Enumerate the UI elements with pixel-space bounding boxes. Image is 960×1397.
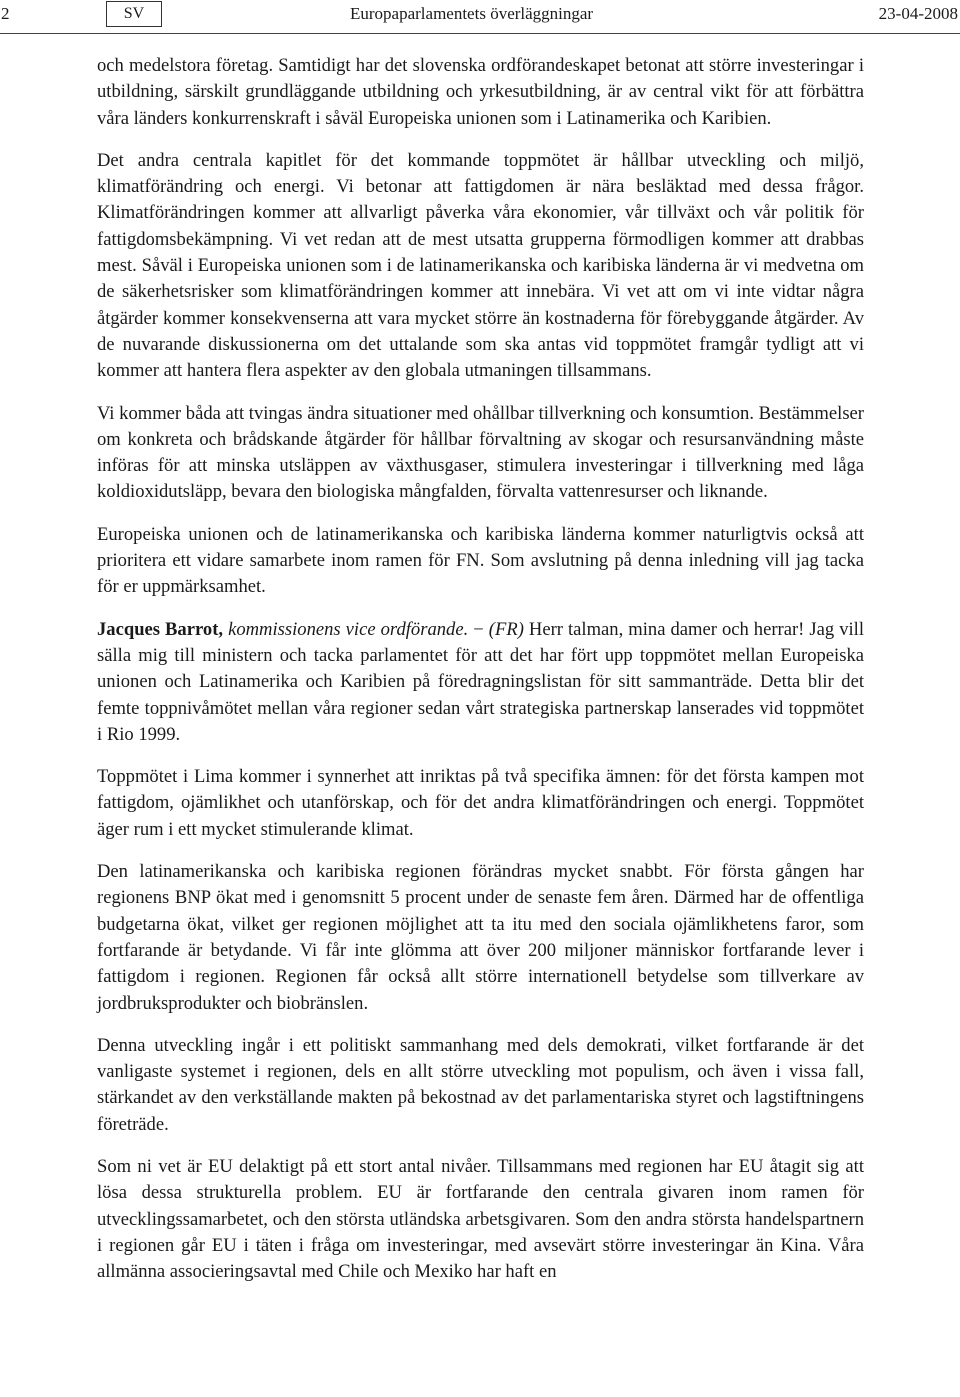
speech-language: (FR) <box>488 618 524 640</box>
paragraph: Europeiska unionen och de latinamerikanska och karibiska länderna kommer naturligtvis också att prioritera ett vidare samarbete inom ramen för FN. Som avslutning på denna inledning vill jag tacka för er uppmärksamhet. <box>97 523 864 598</box>
paragraph: och medelstora företag. Samtidigt har det slovenska ordförandeskapet betonat att större investeringar i utbildning, särskilt grundläggande utbildning och yrkesutbildning, är av central vikt för att förbättra våra länders konkurrenskraft i såväl Europeiska unionen som i Latinamerika och Karibien. <box>97 55 864 129</box>
page-number: 2 <box>1 4 10 23</box>
paragraph: Den latinamerikanska och karibiska regionen förändras mycket snabbt. För första gången har regionens BNP ökat med i genomsnitt 5 procent under de senaste fem åren. Därmed har de offentliga budgetarna ökat, vilket ger regionen möjlighet att ta itu med den sociala ojämlikhetens faror, som fortfarande är betydande. Vi får inte glömma att över 200 miljoner människor fortfarande lever i fattigdom i regionen. Regionen får också allt större internationell betydelse som tillverkare av jordbruksprodukter och biobränslen. <box>97 861 864 1014</box>
paragraph: Denna utveckling ingår i ett politiskt sammanhang med dels demokrati, vilket fortfarande är det vanligaste systemet i regionen, dels en allt större utveckling mot populism, och även i vissa fall, stärkandet av den verkställande makten på bekostnad av det parlamentariska styret och lagstiftningens företräde. <box>97 1034 864 1135</box>
document-body <box>97 53 864 1301</box>
speech-separator: − <box>468 618 489 640</box>
publication-title: Europaparlamentets överläggningar <box>350 4 594 23</box>
paragraph: Som ni vet är EU delaktigt på ett stort antal nivåer. Tillsammans med regionen har EU åtagit sig att lösa dessa strukturella problem. EU är fortfarande den centrala givaren inom ramen för utvecklingssamarbetet, och den största utländska arbetsgivaren. Som den andra största handelspartnern i regionen går EU i täten i fråga om investeringar, med avsevärt större investeringar än Kina. Våra allmänna associeringsavtal med Chile och Mexiko har haft en <box>97 1155 864 1283</box>
speech-text: Herr talman, mina damer och herrar! Jag vill sälla mig till ministern och tacka parlamentet för att det har fört upp toppmötet mellan Europeiska unionen och Latinamerika och Karibien på föredragningslistan för sitt sammanträde. Detta blir det femte toppnivåmötet mellan våra regioner sedan vårt strategiska partnerskap lanserades vid toppmötet i Rio 1999. <box>97 618 864 745</box>
paragraph: Toppmötet i Lima kommer i synnerhet att inriktas på två specifika ämnen: för det första kampen mot fattigdom, ojämlikhet och utanförskap, och för det andra klimatförändringen och energi. Toppmötet äger rum i ett mycket stimulerande klimat. <box>97 766 864 840</box>
page-header <box>0 0 960 34</box>
speaker-role: kommissionens vice ordförande. <box>228 618 469 640</box>
speaker-name: Jacques Barrot, <box>97 618 224 640</box>
speech-paragraph <box>97 617 864 748</box>
publication-date: 23-04-2008 <box>878 4 958 23</box>
language-code-box: SV <box>106 1 162 27</box>
paragraph: Det andra centrala kapitlet för det kommande toppmötet är hållbar utveckling och miljö, klimatförändring och energi. Vi betonar att fattigdomen är nära besläktad med dessa frågor. Klimatförändringen kommer att allvarligt påverka våra ekonomier, vår tillväxt och vår politik för fattigdomsbekämpning. Vi vet redan att de mest utsatta grupperna förmodligen kommer att drabbas mest. Såväl i Europeiska unionen som i de latinamerikanska och karibiska länderna är vi medvetna om de säkerhetsrisker som klimatförändringen kommer att innebära. Vi vet att om vi inte vidtar några åtgärder kommer konsekvenserna att vara mycket större än kostnaderna för förebyggande åtgärder. Av de nuvarande diskussionerna om det uttalande som ska antas vid toppmötet framgår tydligt att vi kommer att hantera flera aspekter av den globala utmaningen tillsammans. <box>97 149 864 382</box>
paragraph: Vi kommer båda att tvingas ändra situationer med ohållbar tillverkning och konsumtion. Bestämmelser om konkreta och brådskande åtgärder för hållbar förvaltning av skogar och resursanvändning måste införas för att minska utsläppen av växthusgaser, stimulera investeringar i tillverkning med låga koldioxidutsläpp, bevara den biologiska mångfalden, förvalta vattenresurser och liknande. <box>97 402 864 503</box>
header-rule <box>0 33 960 34</box>
